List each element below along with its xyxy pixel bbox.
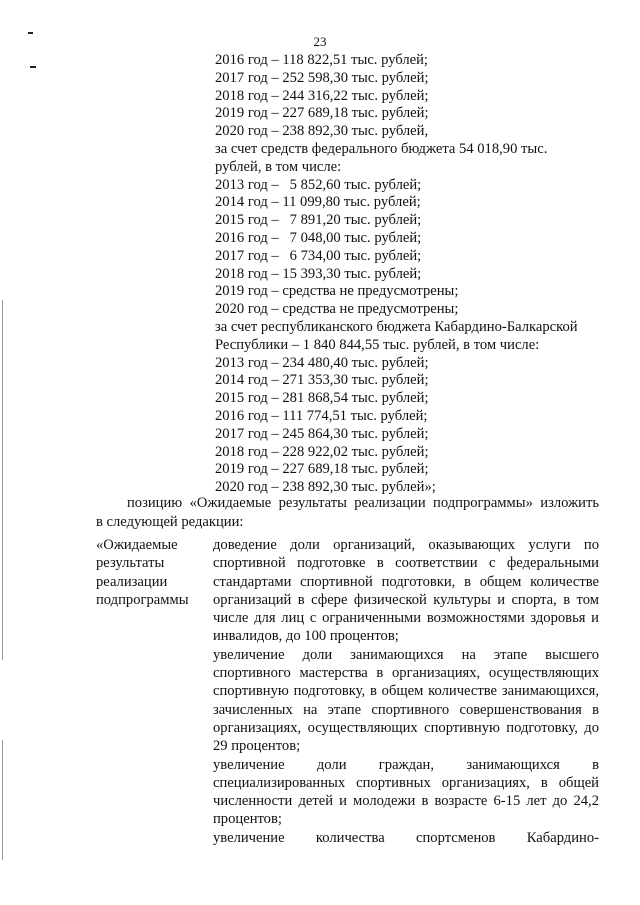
amount-line: 2014 год – 11 099,80 тыс. рублей; <box>215 194 421 211</box>
scan-edge-line <box>2 740 3 860</box>
amount-line: 2013 год – 234 480,40 тыс. рублей; <box>215 354 429 371</box>
amount-line: 2015 год – 281 868,54 тыс. рублей; <box>215 390 429 407</box>
instruction-paragraph <box>96 494 599 531</box>
amount-line: 2014 год – 271 353,30 тыс. рублей; <box>215 372 429 389</box>
result-paragraph: увеличение доли занимающихся на этапе высшего спортивного мастерства в организациях, осуществляющих спортивную подготовку, в общем количестве занимающихся, зачисленных на этапе спортивного совершенствования в организациях, осуществляющих спортивную подготовку, до 29 процентов; <box>213 646 599 755</box>
amount-line: Республики – 1 840 844,55 тыс. рублей, в том числе: <box>215 336 540 353</box>
result-paragraph: доведение доли организаций, оказывающих услуги по спортивной подготовке в соответствии с федеральными стандартами спортивной подготовки, в общем количестве организаций в сфере физической культуры и спорта, в том числе для лиц с ограниченными возможностями здоровья и инвалидов, до 100 процентов; <box>213 537 599 645</box>
scan-mark <box>30 66 36 68</box>
amount-line: 2016 год – 111 774,51 тыс. рублей; <box>215 407 428 424</box>
amount-line: 2015 год – 7 891,20 тыс. рублей; <box>215 212 422 229</box>
amount-line: 2018 год – 228 922,02 тыс. рублей; <box>215 443 429 460</box>
scan-edge-line <box>2 300 3 660</box>
amount-line: 2017 год – 245 864,30 тыс. рублей; <box>215 425 429 442</box>
label-line: подпрограммы <box>96 591 189 608</box>
amount-line: 2019 год – средства не предусмотрены; <box>215 283 459 300</box>
amount-line: за счет средств федерального бюджета 54 018,90 тыс. <box>215 140 548 157</box>
amount-line: 2018 год – 244 316,22 тыс. рублей; <box>215 87 429 104</box>
amount-line: рублей, в том числе: <box>215 158 342 175</box>
page-number: 23 <box>313 34 327 49</box>
amount-line: 2016 год – 118 822,51 тыс. рублей; <box>215 52 428 68</box>
table-row-label <box>96 536 206 609</box>
instruction-line: в следующей редакции: <box>96 513 244 530</box>
result-paragraph: увеличение доли граждан, занимающихся в специализированных спортивных организациях, в общей численности детей и молодежи в возрасте 6-15 лет до 24,2 процентов; <box>213 756 599 828</box>
amount-line: 2016 год – 7 048,00 тыс. рублей; <box>215 229 422 246</box>
amount-line: 2020 год – средства не предусмотрены; <box>215 301 459 318</box>
result-paragraph: увеличение количества спортсменов Кабардино- <box>213 829 599 846</box>
amount-line: 2013 год – 5 852,60 тыс. рублей; <box>215 176 422 193</box>
amount-line: за счет республиканского бюджета Кабардино-Балкарской <box>215 318 578 335</box>
instruction-line: позицию «Ожидаемые результаты реализации подпрограммы» изложить <box>127 495 599 511</box>
amount-line: 2017 год – 252 598,30 тыс. рублей; <box>215 69 429 86</box>
amount-line: 2017 год – 6 734,00 тыс. рублей; <box>215 247 422 264</box>
label-line: «Ожидаемые <box>96 537 178 553</box>
amount-line: 2020 год – 238 892,30 тыс. рублей»; <box>215 479 436 496</box>
amount-line: 2018 год – 15 393,30 тыс. рублей; <box>215 265 422 282</box>
amount-line: 2020 год – 238 892,30 тыс. рублей, <box>215 123 429 140</box>
table-row-content <box>213 536 599 847</box>
amount-line: 2019 год – 227 689,18 тыс. рублей; <box>215 105 429 122</box>
amount-line: 2019 год – 227 689,18 тыс. рублей; <box>215 461 429 478</box>
label-line: результаты <box>96 555 165 572</box>
funding-amounts-list <box>215 52 595 497</box>
label-line: реализации <box>96 573 168 590</box>
